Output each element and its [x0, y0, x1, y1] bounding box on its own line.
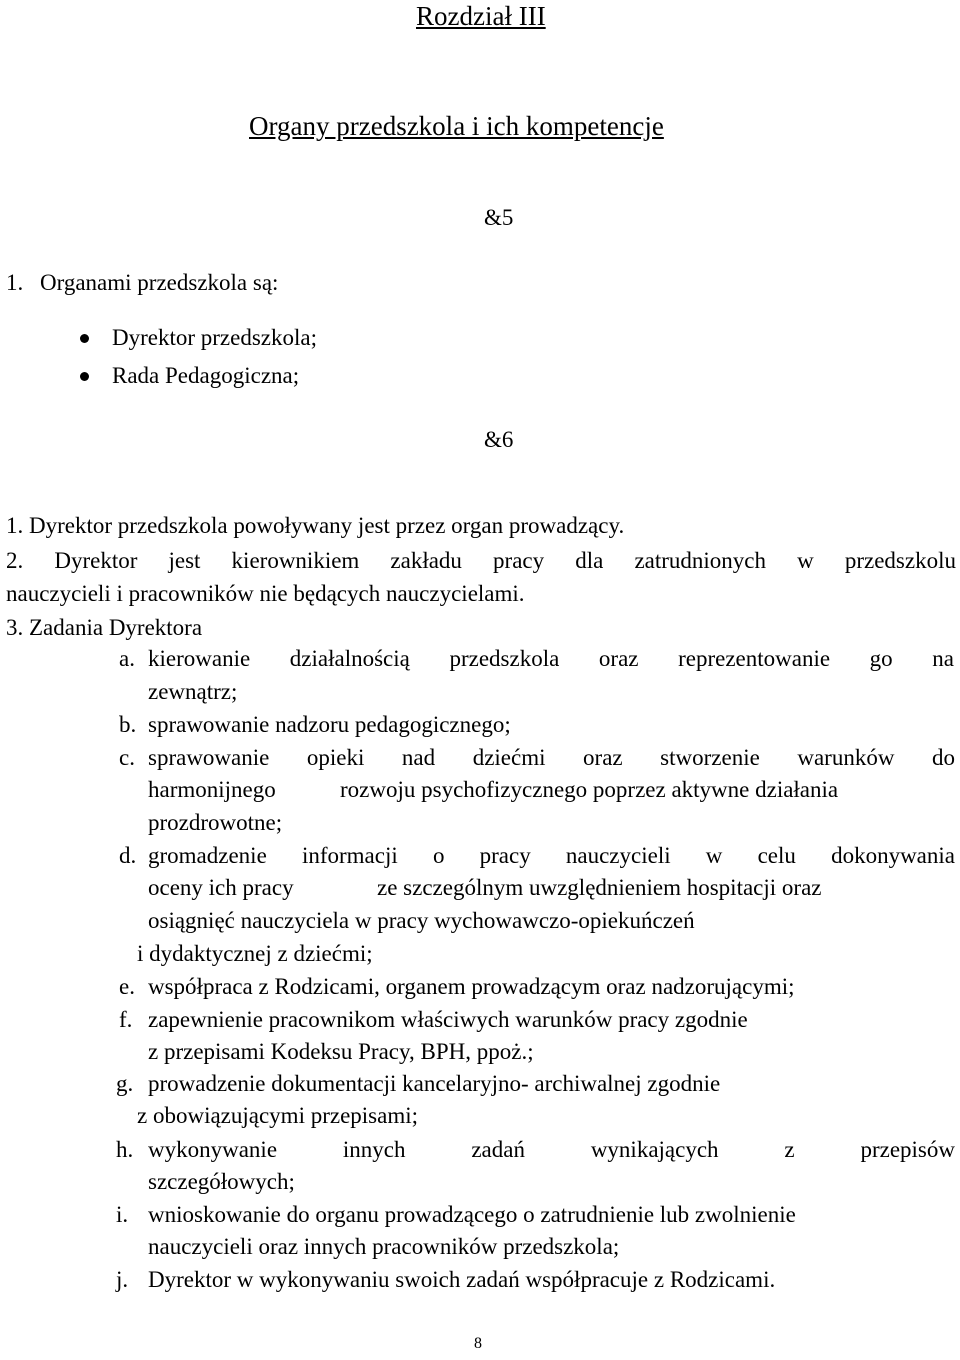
list-item: osiągnięć nauczyciela w pracy wychowawczo-opiekuńczeń [148, 908, 695, 933]
list-item: z obowiązującymi przepisami; [137, 1103, 419, 1128]
item-text: nauczycieli i pracowników nie będących nauczycielami. [6, 581, 525, 606]
item-text: 2. Dyrektor jest kierownikiem zakładu pracy dla zatrudnionych w przedszkolu [6, 548, 956, 573]
list-item: ze szczególnym uwzględnieniem hospitacji oraz [377, 875, 822, 900]
list-letter: i. [116, 1202, 129, 1227]
list-letter: f. [119, 1007, 133, 1032]
item-text: 1. Dyrektor przedszkola powoływany jest przez organ prowadzący. [6, 513, 625, 538]
list-item: rozwoju psychofizycznego poprzez aktywne działania [340, 777, 839, 802]
list-item: gromadzenie informacji o pracy nauczycieli w celu dokonywania [148, 843, 955, 868]
list-letter: b. [119, 712, 137, 737]
list-item: i dydaktycznej z dziećmi; [137, 941, 373, 966]
list-item: współpraca z Rodzicami, organem prowadzącym oraz nadzorującymi; [148, 974, 795, 999]
list-letter: e. [119, 974, 135, 999]
list-item: wykonywanie innych zadań wynikających z przepisów [148, 1137, 955, 1162]
item-text: 3. Zadania Dyrektora [6, 615, 203, 640]
list-item: zewnątrz; [148, 679, 238, 704]
bullet-icon [80, 372, 89, 381]
list-item: kierowanie działalnością przedszkola oraz reprezentowanie go na [148, 646, 954, 671]
item-text: Organami przedszkola są: [40, 270, 279, 295]
list-item: zapewnienie pracownikom właściwych warunków pracy zgodnie [148, 1007, 748, 1032]
list-item: prozdrowotne; [148, 810, 283, 835]
list-item: nauczycieli oraz innych pracowników przedszkola; [148, 1234, 620, 1259]
list-letter: g. [116, 1071, 134, 1096]
list-letter: d. [119, 843, 137, 868]
list-item: szczegółowych; [148, 1169, 295, 1194]
list-letter: a. [119, 646, 135, 671]
paragraph-mark-5: &5 [484, 205, 514, 230]
section-title: Organy przedszkola i ich kompetencje [249, 111, 664, 141]
bullet-icon [80, 334, 89, 343]
list-letter: h. [116, 1137, 134, 1162]
list-item: harmonijnego [148, 777, 276, 802]
item-number: 1. [6, 270, 24, 295]
page-number: 8 [474, 1335, 482, 1352]
list-item: z przepisami Kodeksu Pracy, BPH, ppoż.; [148, 1039, 534, 1064]
list-item: Dyrektor przedszkola; [112, 325, 318, 350]
list-letter: j. [116, 1267, 129, 1292]
list-item: Rada Pedagogiczna; [112, 363, 300, 388]
paragraph-mark-6: &6 [484, 427, 514, 452]
list-item: wnioskowanie do organu prowadzącego o zatrudnienie lub zwolnienie [148, 1202, 796, 1227]
list-item: oceny ich pracy [148, 875, 294, 900]
list-letter: c. [119, 745, 135, 770]
chapter-title: Rozdział III [416, 1, 546, 31]
list-item: sprawowanie opieki nad dziećmi oraz stworzenie warunków do [148, 745, 955, 770]
list-item: Dyrektor w wykonywaniu swoich zadań współpracuje z Rodzicami. [148, 1267, 776, 1292]
list-item: sprawowanie nadzoru pedagogicznego; [148, 712, 511, 737]
list-item: prowadzenie dokumentacji kancelaryjno- archiwalnej zgodnie [148, 1071, 721, 1096]
